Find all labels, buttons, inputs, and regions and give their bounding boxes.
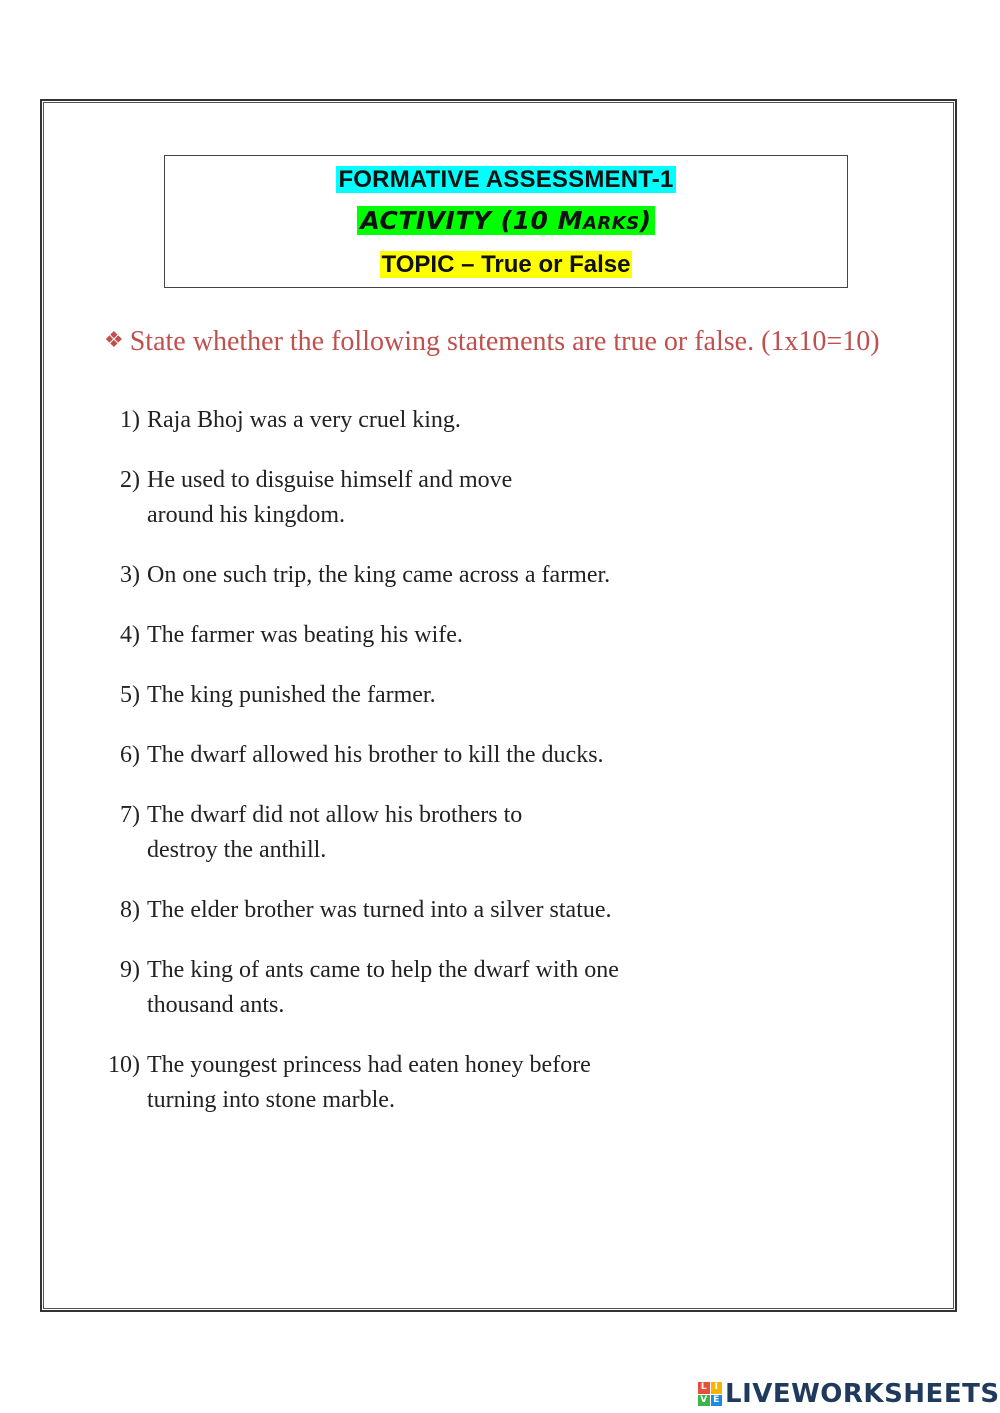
question-number: 9) — [120, 957, 140, 983]
question-item — [100, 893, 660, 928]
activity-title: ACTIVITY (10 Marks) — [357, 206, 654, 235]
liveworksheets-logo-icon: L I V E — [698, 1382, 722, 1406]
instruction — [104, 326, 944, 358]
question-text: On one such trip, the king came across a farmer. — [147, 562, 611, 588]
question-item — [100, 738, 660, 773]
question-item — [100, 463, 560, 533]
question-item — [100, 953, 630, 1023]
question-text: Raja Bhoj was a very cruel king. — [147, 407, 461, 433]
brand-text: LIVEWORKSHEETS — [725, 1379, 1000, 1409]
question-number: 1) — [120, 407, 140, 433]
question-number: 6) — [120, 742, 140, 768]
question-number: 3) — [120, 562, 140, 588]
question-text: The king punished the farmer. — [147, 682, 436, 708]
diamond-bullet-icon: ❖ — [104, 327, 124, 352]
question-number: 7) — [120, 802, 140, 828]
question-item — [100, 558, 660, 593]
assessment-title: FORMATIVE ASSESSMENT-1 — [338, 166, 674, 193]
question-number: 5) — [120, 682, 140, 708]
question-item — [100, 798, 570, 868]
question-text: The dwarf allowed his brother to kill the ducks. — [147, 742, 604, 768]
question-item — [100, 1048, 640, 1118]
question-text: The youngest princess had eaten honey before turning into stone marble. — [147, 1052, 591, 1113]
question-text: The elder brother was turned into a silver statue. — [147, 897, 612, 923]
question-text: He used to disguise himself and move around his kingdom. — [147, 467, 513, 528]
title-box — [164, 155, 848, 288]
question-number: 8) — [120, 897, 140, 923]
question-number: 10) — [108, 1052, 140, 1078]
question-item — [100, 678, 660, 713]
question-number: 2) — [120, 467, 140, 493]
instruction-text: State whether the following statements are true or false. (1x10=10) — [129, 326, 880, 357]
question-text: The farmer was beating his wife. — [147, 622, 463, 648]
question-text: The dwarf did not allow his brothers to destroy the anthill. — [147, 802, 523, 863]
question-text: The king of ants came to help the dwarf with one thousand ants. — [147, 957, 619, 1018]
question-item — [100, 618, 660, 653]
question-item — [100, 403, 660, 438]
liveworksheets-brand — [698, 1377, 1000, 1411]
topic-title: TOPIC – True or False — [381, 251, 631, 278]
question-number: 4) — [120, 622, 140, 648]
